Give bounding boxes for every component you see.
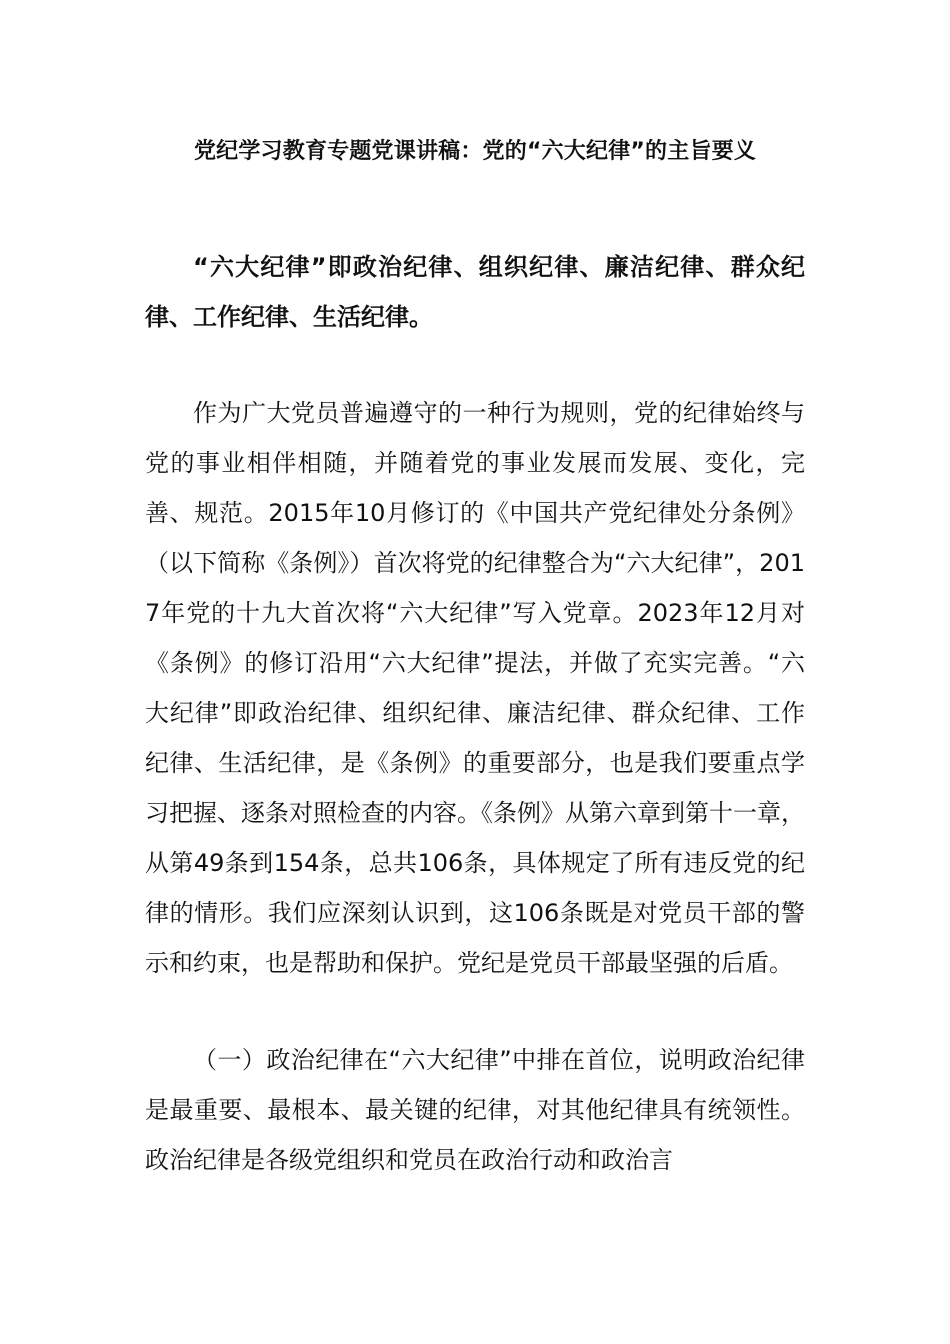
lead-paragraph: “六大纪律”即政治纪律、组织纪律、廉洁纪律、群众纪律、工作纪律、生活纪律。 [145, 253, 805, 331]
document-title: 党纪学习教育专题党课讲稿：党的“六大纪律”的主旨要义 [193, 139, 757, 164]
body-paragraph-1: 作为广大党员普遍遵守的一种行为规则，党的纪律始终与党的事业相伴相随，并随着党的事业发展而发展、变化，完善、规范。2015年10月修订的《中国共产党纪律处分条例》（以下简称《条例》）首次将党的纪律整合为“六大纪律”，2017年党的十九大首次将“六大纪律”写入党章。2023年12月对《条例》的修订沿用“六大纪律”提法，并做了充实完善。“六大纪律”即政治纪律、组织纪律、廉洁纪律、群众纪律、工作纪律、生活纪律，是《条例》的重要部分，也是我们要重点学习把握、逐条对照检查的内容。《条例》从第六章到第十一章，从第49条到154条，总共106条，具体规定了所有违反党的纪律的情形。我们应深刻认识到，这106条既是对党员干部的警示和约束，也是帮助和保护。党纪是党员干部最坚强的后盾。 [145, 399, 805, 977]
body-paragraph-2: （一）政治纪律在“六大纪律”中排在首位，说明政治纪律是最重要、最根本、最关键的纪律，对其他纪律具有统领性。政治纪律是各级党组织和党员在政治行动和政治言 [145, 1046, 805, 1174]
